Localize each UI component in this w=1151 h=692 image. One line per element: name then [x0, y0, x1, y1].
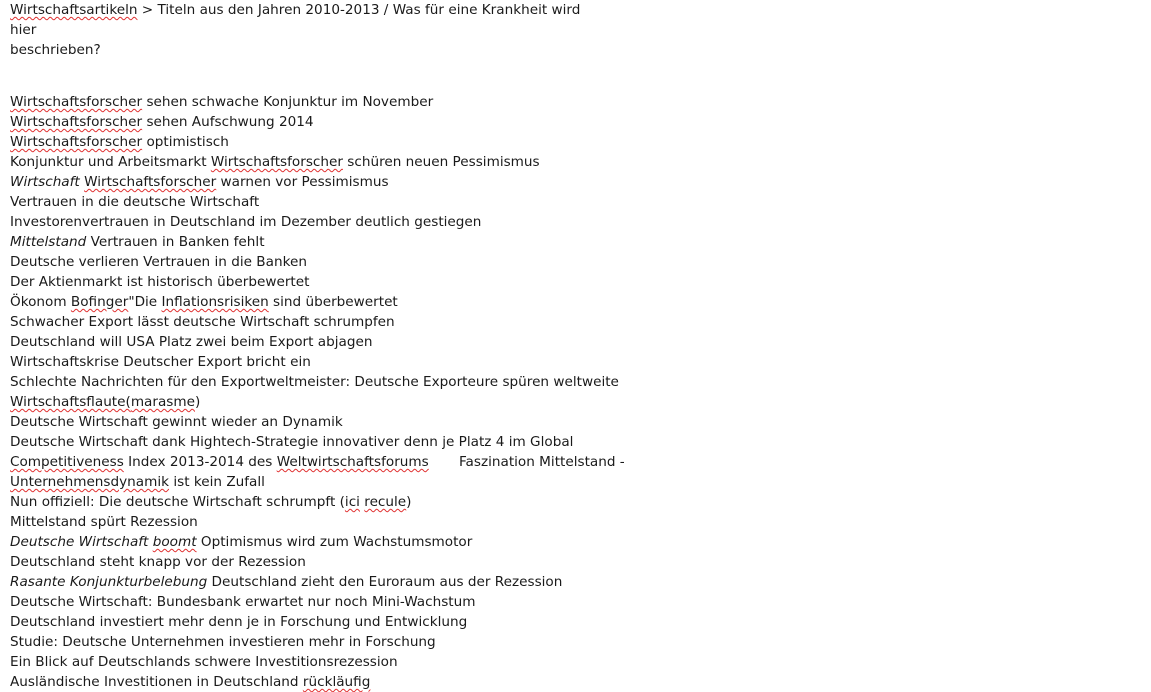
- headline-line: [10, 252, 610, 272]
- flagged-word: Inflationsrisiken: [161, 294, 269, 310]
- headline-line: [10, 612, 610, 632]
- flagged-word: Bofinger: [70, 294, 129, 310]
- headline-text: Ausländische Investitionen in Deutschland: [10, 674, 303, 690]
- flagged-word: rückläufig: [302, 674, 371, 690]
- headline-text: Vertrauen in Banken fehlt: [86, 234, 265, 250]
- headline-text: Deutsche verlieren Vertrauen in die Banken: [10, 254, 307, 270]
- headline-line: [10, 652, 610, 672]
- headline-text: Deutsche Wirtschaft dank Hightech-Strategie innovativer denn je Platz 4 im Global: [10, 434, 574, 450]
- headline-text: Wirtschaft: [10, 174, 80, 190]
- blank-line: [10, 60, 610, 92]
- headline-text: ): [195, 394, 201, 410]
- headline-line: [10, 512, 610, 532]
- flagged-word: Wirtschaftsforscher: [210, 154, 343, 170]
- headline-text: Schlechte Nachrichten für den Exportweltmeister: Deutsche Exporteure spüren weltweite: [10, 374, 619, 390]
- headline-line: [10, 592, 610, 612]
- headline-line: [10, 392, 610, 412]
- headline-text: Nun offiziell: Die deutsche Wirtschaft schrumpft (: [10, 494, 345, 510]
- flagged-word: recule: [364, 494, 407, 510]
- headline-text: Deutschland will USA Platz zwei beim Export abjagen: [10, 334, 373, 350]
- flagged-word: boomt: [152, 534, 197, 550]
- headline-line: [10, 332, 610, 352]
- headline-line: [10, 192, 610, 212]
- flagged-word: Wirtschaftsflaute(: [10, 394, 131, 410]
- headline-line: [10, 412, 610, 432]
- headline-line: [10, 632, 610, 652]
- headline-text: Der Aktienmarkt ist historisch überbewertet: [10, 274, 310, 290]
- flagged-word: marasme: [130, 394, 195, 410]
- headline-text: Investorenvertrauen in Deutschland im Dezember deutlich gestiegen: [10, 214, 482, 230]
- headline-text: Studie: Deutsche Unternehmen investieren mehr in Forschung: [10, 634, 436, 650]
- headline-text: Deutsche Wirtschaft: Bundesbank erwartet nur noch Mini-Wachstum: [10, 594, 476, 610]
- headline-line: [10, 112, 610, 132]
- flagged-word: Weltwirtschaftsforums: [276, 454, 429, 470]
- headline-line: [10, 352, 610, 372]
- document-body: [10, 0, 625, 692]
- flagged-word: Wirtschaftsforscher: [10, 134, 143, 150]
- headline-text: Wirtschaftskrise Deutscher Export bricht ein: [10, 354, 311, 370]
- headline-text: Schwacher Export lässt deutsche Wirtschaft schrumpfen: [10, 314, 395, 330]
- headline-text: "Die: [128, 294, 162, 310]
- headline-line: [10, 212, 610, 232]
- headline-line: [10, 472, 610, 492]
- headline-text: Konjunktur und Arbeitsmarkt: [10, 154, 211, 170]
- headline-text: warnen vor Pessimismus: [216, 174, 389, 190]
- headline-text: Deutschland investiert mehr denn je in Forschung und Entwicklung: [10, 614, 468, 630]
- headline-line: [10, 452, 625, 472]
- headline-text: Optimismus wird zum Wachstumsmotor: [196, 534, 473, 550]
- headline-text: Faszination Mittelstand -: [428, 454, 625, 470]
- headline-text: sind überbewertet: [268, 294, 398, 310]
- headline-text: sehen schwache Konjunktur im November: [142, 94, 434, 110]
- headline-text: sehen Aufschwung 2014: [142, 114, 314, 130]
- headline-line: [10, 232, 610, 252]
- flagged-word: Wirtschaftsforscher: [10, 94, 143, 110]
- headline-line: [10, 492, 610, 512]
- document-heading: [10, 0, 610, 60]
- headline-line: [10, 92, 610, 112]
- headline-text: Mittelstand: [10, 234, 87, 250]
- headline-line: [10, 532, 610, 552]
- headline-text: Ein Blick auf Deutschlands schwere Investitionsrezession: [10, 654, 398, 670]
- flagged-word: ici: [344, 494, 360, 510]
- headline-line: [10, 152, 610, 172]
- headline-text: Deutsche Wirtschaft gewinnt wieder an Dynamik: [10, 414, 343, 430]
- headline-text: Vertrauen in die deutsche Wirtschaft: [10, 194, 260, 210]
- headline-text: Deutschland zieht den Euroraum aus der Rezession: [207, 574, 563, 590]
- headline-text: Rasante Konjunkturbelebung: [10, 574, 208, 590]
- flagged-word: Competitiveness: [10, 454, 124, 470]
- headline-line: [10, 432, 610, 452]
- headline-text: Deutschland steht knapp vor der Rezession: [10, 554, 306, 570]
- headline-text: ist kein Zufall: [169, 474, 265, 490]
- heading-text-continued: beschrieben?: [10, 42, 101, 58]
- headline-text: schüren neuen Pessimismus: [342, 154, 540, 170]
- flagged-word: Wirtschaftsforscher: [10, 114, 143, 130]
- headline-text: Mittelstand spürt Rezession: [10, 514, 198, 530]
- headline-line: [10, 292, 610, 312]
- headline-text: optimistisch: [142, 134, 229, 150]
- headline-list: [10, 92, 625, 692]
- headline-line: [10, 372, 619, 392]
- headline-line: [10, 272, 610, 292]
- headline-line: [10, 552, 610, 572]
- headline-text: Ökonom: [10, 294, 71, 310]
- flagged-word: Wirtschaftsforscher: [84, 174, 217, 190]
- flagged-word: Unternehmensdynamik: [10, 474, 170, 490]
- headline-line: [10, 312, 610, 332]
- headline-text: Index 2013-2014 des: [123, 454, 277, 470]
- headline-text: ): [406, 494, 412, 510]
- headline-line: [10, 572, 610, 592]
- headline-line: [10, 672, 610, 692]
- headline-text: Deutsche Wirtschaft: [10, 534, 153, 550]
- heading-keyword: Wirtschaftsartikeln: [10, 2, 138, 18]
- heading-text: > Titeln aus den Jahren 2010-2013 / Was für eine Krankheit wird hier: [10, 2, 581, 38]
- headline-line: [10, 172, 610, 192]
- headline-line: [10, 132, 610, 152]
